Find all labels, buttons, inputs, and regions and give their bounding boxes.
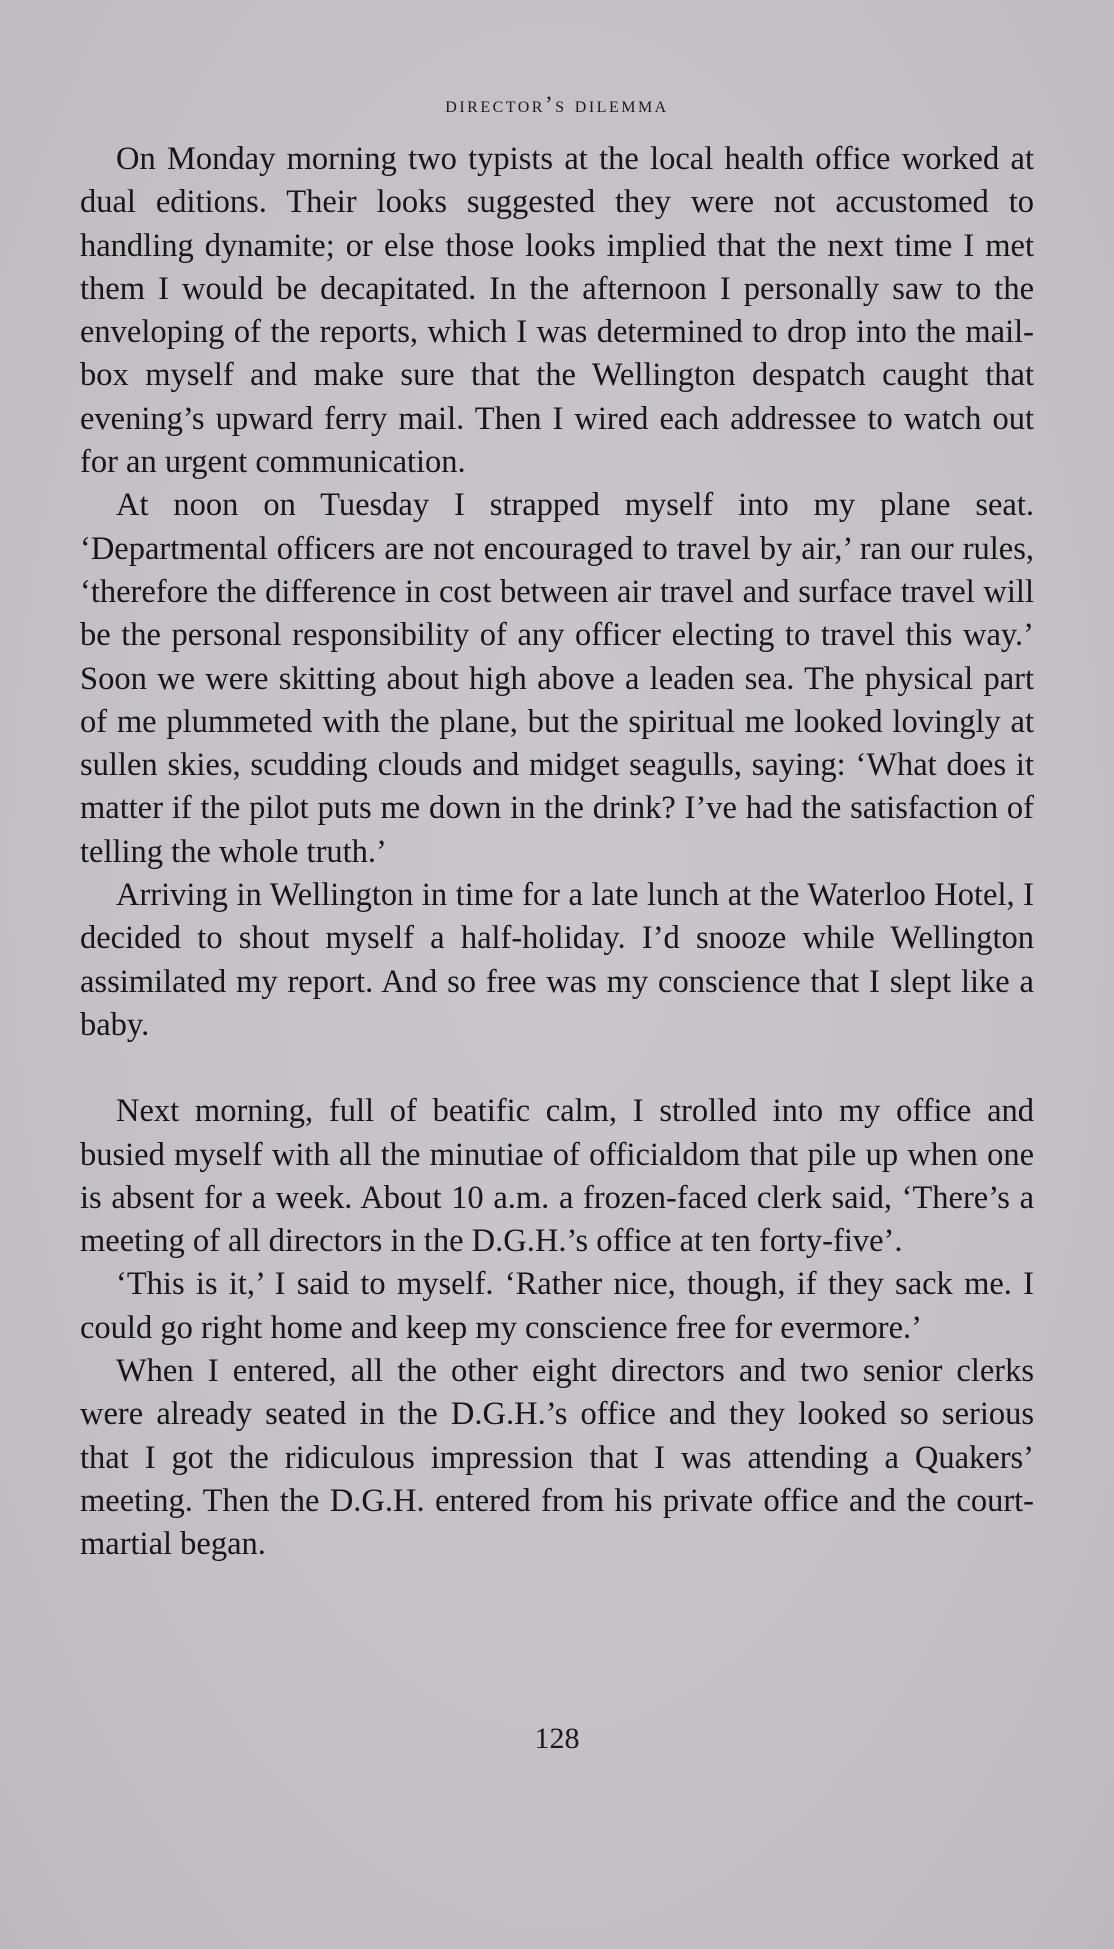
paragraph: When I entered, all the other eight directors and two senior clerks were already seated in the D.G.H.’s office and they looked so serious that I got the ridiculous impression that I was attending a Quakers’ meeting. Then the D.G.H. entered from his private office and the court-martial began. xyxy=(80,1353,1034,1563)
section-break xyxy=(80,1047,1034,1090)
paragraph: Next morning, full of beatific calm, I strolled into my office and busied myself with all the minutiae of officialdom that pile up when one is absent for a week. About 10 a.m. a frozen-faced clerk said, ‘There’s a meeting of all directors in the D.G.H.’s office at ten forty-five’. xyxy=(80,1093,1034,1260)
paragraph: On Monday morning two typists at the local health office worked at dual editions. Their looks suggested they were not accustomed to handling dynamite; or else those looks implied that the next time I met them I would be decapitated. In the afternoon I personally saw to the enveloping of the reports, which I was determined to drop into the mail-box myself and make sure that the Wellington despatch caught that evening’s upward ferry mail. Then I wired each addressee to watch out for an urgent communication. xyxy=(80,141,1034,481)
paragraph: ‘This is it,’ I said to myself. ‘Rather nice, though, if they sack me. I could go right home and keep my conscience free for evermore.’ xyxy=(80,1266,1034,1346)
page-number: 128 xyxy=(534,1722,580,1755)
paragraph: At noon on Tuesday I strapped myself into my plane seat. ‘Departmental officers are not encouraged to travel by air,’ ran our rules, ‘therefore the difference in cost between air travel and surface travel will be the personal responsibility of any officer electing to travel this way.’ Soon we were skitting about high above a leaden sea. The physical part of me plummeted with the plane, but the spiritual me looked lovingly at sullen skies, scudding clouds and midget seagulls, saying: ‘What does it matter if the pilot puts me down in the drink? I’ve had the satisfaction of telling the whole truth.’ xyxy=(80,487,1034,870)
body-text xyxy=(80,138,1034,1567)
paragraph: Arriving in Wellington in time for a late lunch at the Waterloo Hotel, I decided to shout myself a half-holiday. I’d snooze while Wellington assimilated my report. And so free was my conscience that I slept like a baby. xyxy=(80,877,1034,1043)
running-head: director’s dilemma xyxy=(445,92,669,117)
